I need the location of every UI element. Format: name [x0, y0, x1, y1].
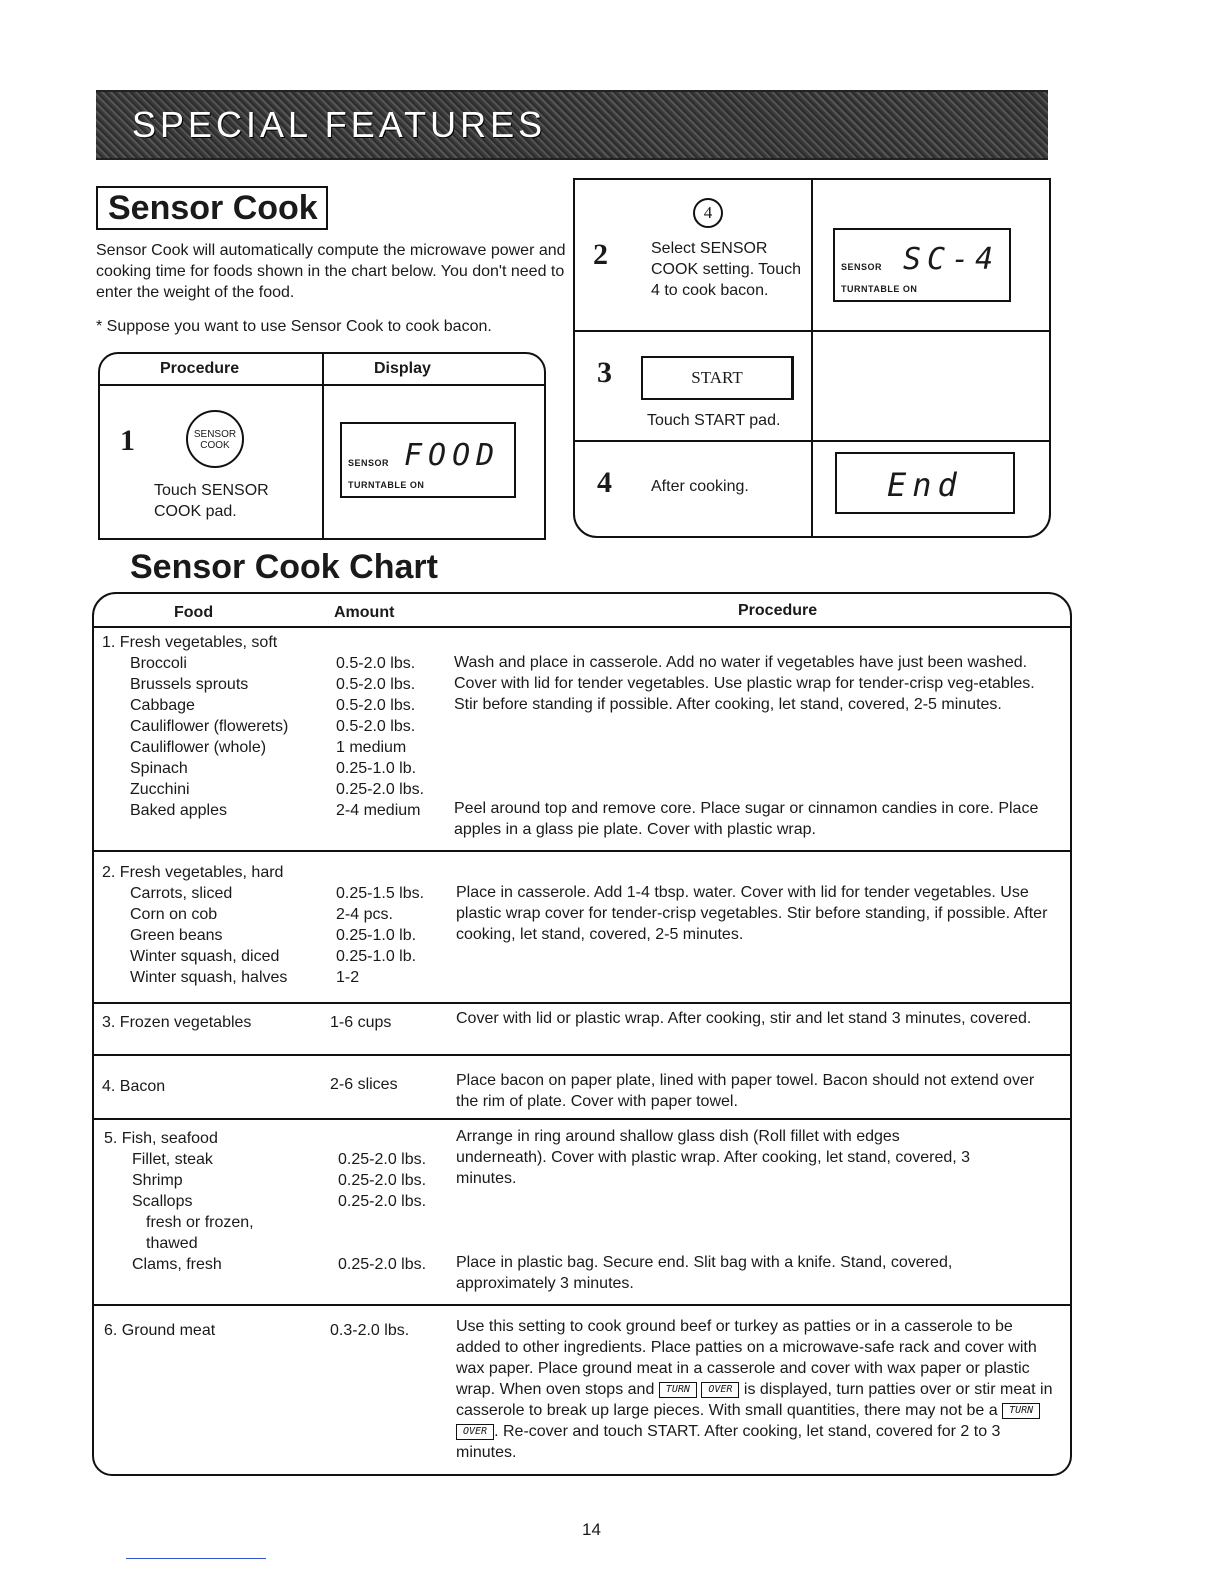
lcd-over-icon: OVER — [456, 1424, 494, 1440]
intro-text: Sensor Cook will automatically compute the microwave power and cooking time for foods shown in the chart below. You don't need to enter the weight of the food. — [96, 242, 566, 301]
table-row: Brussels sprouts 0.5-2.0 lbs. — [130, 676, 416, 693]
col-header-procedure: Procedure — [738, 602, 818, 619]
procedure-text: Use this setting to cook ground beef or turkey as patties or in a casserole to be added to other ingredients. Place patties on a microwave-safe rack and cover with wax paper. Place ground meat in a casserole and cover with wax paper or plastic wrap. When oven stops and TURN OVER is displayed, turn patties over or stir meat in casserole to break up large pieces. With small quantities, there may not be a TURN OVER . Re-cover and touch START. After cooking, let stand, covered for 2 to 3 minutes. — [456, 1318, 1053, 1461]
divider — [575, 330, 1049, 332]
lcd-label: SENSOR — [348, 458, 390, 468]
lcd-turn-icon: TURN — [659, 1382, 697, 1398]
amount: 2-6 slices — [330, 1076, 398, 1093]
step4-text: After cooking. — [651, 478, 749, 495]
footer-line — [126, 1558, 266, 1559]
table-row: Scallops 0.25-2.0 lbs. — [132, 1193, 427, 1210]
section-rows — [102, 883, 442, 988]
table-row: Fillet, steak 0.25-2.0 lbs. — [132, 1151, 427, 1168]
section-banner — [96, 90, 1048, 160]
procedure-text: Arrange in ring around shallow glass dish (Roll fillet with edges underneath). Cover with plastic wrap. After cooking, let stand, covered, 3 minutes. — [456, 1128, 971, 1187]
section-heading: 3. Frozen vegetables — [102, 1014, 252, 1031]
divider — [94, 626, 1070, 628]
divider — [811, 180, 813, 536]
procedure-box-steps — [573, 178, 1051, 538]
procedure-text: Place bacon on paper plate, lined with paper towel. Bacon should not extend over the rim of plate. Cover with paper towel. — [456, 1072, 1035, 1110]
page-number: 14 — [582, 1520, 601, 1539]
step-number: 1 — [120, 424, 135, 457]
section-heading: 1. Fresh vegetables, soft — [102, 634, 278, 651]
table-row: Spinach 0.25-1.0 lb. — [130, 760, 417, 777]
table-row: Green beans 0.25-1.0 lb. — [130, 927, 417, 944]
lcd-text: End — [887, 466, 963, 504]
table-row: Cauliflower (flowerets) 0.5-2.0 lbs. — [130, 718, 416, 735]
number-4-pad-icon[interactable]: 4 — [693, 198, 723, 228]
lcd-sublabel: TURNTABLE ON — [841, 284, 918, 294]
step1-text: Touch SENSOR COOK pad. — [154, 482, 269, 520]
table-row: Corn on cob 2-4 pcs. — [130, 906, 393, 923]
table-row: Cauliflower (whole) 1 medium — [130, 739, 407, 756]
table-row: Cabbage 0.5-2.0 lbs. — [130, 697, 416, 714]
sensor-cook-chart — [92, 592, 1072, 1476]
section-rows — [104, 1149, 444, 1275]
procedure-text: Wash and place in casserole. Add no water if vegetables have just been washed. Cover with lid for tender vegetables. Use plastic wrap for tender-crisp veg-etables. Stir before standing if possible. After cooking, let stand, covered, 2-5 minutes. — [454, 654, 1035, 713]
step3-text: Touch START pad. — [647, 412, 781, 429]
table-row: thawed — [146, 1235, 198, 1252]
table-row: fresh or frozen, — [146, 1214, 254, 1231]
lcd-turn-icon: TURN — [1002, 1403, 1040, 1419]
section-heading: 2. Fresh vegetables, hard — [102, 864, 284, 881]
amount: 1-6 cups — [330, 1014, 392, 1031]
procedure-text: Place in casserole. Add 1-4 tbsp. water. Cover with lid for tender vegetables. Use plastic wrap cover for tender-crisp vegetables. Stir before standing, if possible. After cooking, let stand, covered, 2-5 minutes. — [456, 884, 1048, 943]
lcd-text: SC-4 — [903, 242, 1000, 277]
section-heading: 6. Ground meat — [104, 1322, 216, 1339]
sensor-cook-title: Sensor Cook — [96, 186, 328, 230]
table-row: Zucchini 0.25-2.0 lbs. — [130, 781, 425, 798]
lcd-sublabel: TURNTABLE ON — [348, 480, 425, 490]
lcd-label: SENSOR — [841, 262, 883, 272]
step2-text: Select SENSOR COOK setting. Touch 4 to cook bacon. — [651, 240, 801, 299]
procedure-header: Procedure — [160, 360, 240, 377]
divider — [94, 1054, 1070, 1056]
display-lcd — [340, 422, 516, 498]
table-row: Clams, fresh 0.25-2.0 lbs. — [132, 1256, 427, 1273]
table-row: Winter squash, halves 1-2 — [130, 969, 360, 986]
amount: 0.3-2.0 lbs. — [330, 1322, 410, 1339]
procedure-box-step1 — [98, 352, 546, 540]
chart-title: Sensor Cook Chart — [130, 548, 438, 586]
step-number: 2 — [593, 238, 608, 271]
suppose-note: * Suppose you want to use Sensor Cook to cook bacon. — [96, 318, 492, 335]
table-row: Baked apples 2-4 medium — [130, 802, 421, 819]
table-row: Shrimp 0.25-2.0 lbs. — [132, 1172, 427, 1189]
procedure-text: Place in plastic bag. Secure end. Slit bag with a knife. Stand, covered, approximately 3 minutes. — [456, 1254, 953, 1292]
table-row: Carrots, sliced 0.25-1.5 lbs. — [130, 885, 425, 902]
step-number: 4 — [597, 466, 612, 499]
divider — [94, 1002, 1070, 1004]
step-number: 3 — [597, 356, 612, 389]
start-pad-icon[interactable]: START — [641, 356, 794, 400]
divider — [94, 1304, 1070, 1306]
divider — [94, 850, 1070, 852]
col-header-food: Food — [174, 604, 214, 621]
table-row: Winter squash, diced 0.25-1.0 lb. — [130, 948, 417, 965]
display-header: Display — [374, 360, 431, 377]
display-lcd — [833, 228, 1011, 302]
section-heading: 5. Fish, seafood — [104, 1130, 218, 1147]
divider — [94, 1118, 1070, 1120]
lcd-over-icon: OVER — [701, 1382, 739, 1398]
display-lcd — [835, 452, 1015, 514]
banner-title: SPECIAL FEATURES — [132, 104, 547, 145]
section-rows — [102, 653, 432, 821]
divider — [322, 354, 324, 538]
sensor-cook-pad-icon[interactable]: SENSOR COOK — [186, 410, 244, 468]
table-row: Broccoli 0.5-2.0 lbs. — [130, 655, 416, 672]
divider — [575, 440, 1049, 442]
col-header-amount: Amount — [334, 604, 395, 621]
section-heading: 4. Bacon — [102, 1078, 166, 1095]
lcd-text: FOOD — [404, 438, 501, 473]
procedure-text: Cover with lid or plastic wrap. After cooking, stir and let stand 3 minutes, covered. — [456, 1010, 1032, 1027]
procedure-text: Peel around top and remove core. Place sugar or cinnamon candies in core. Place apples in a glass pie plate. Cover with plastic wrap. — [454, 800, 1039, 838]
